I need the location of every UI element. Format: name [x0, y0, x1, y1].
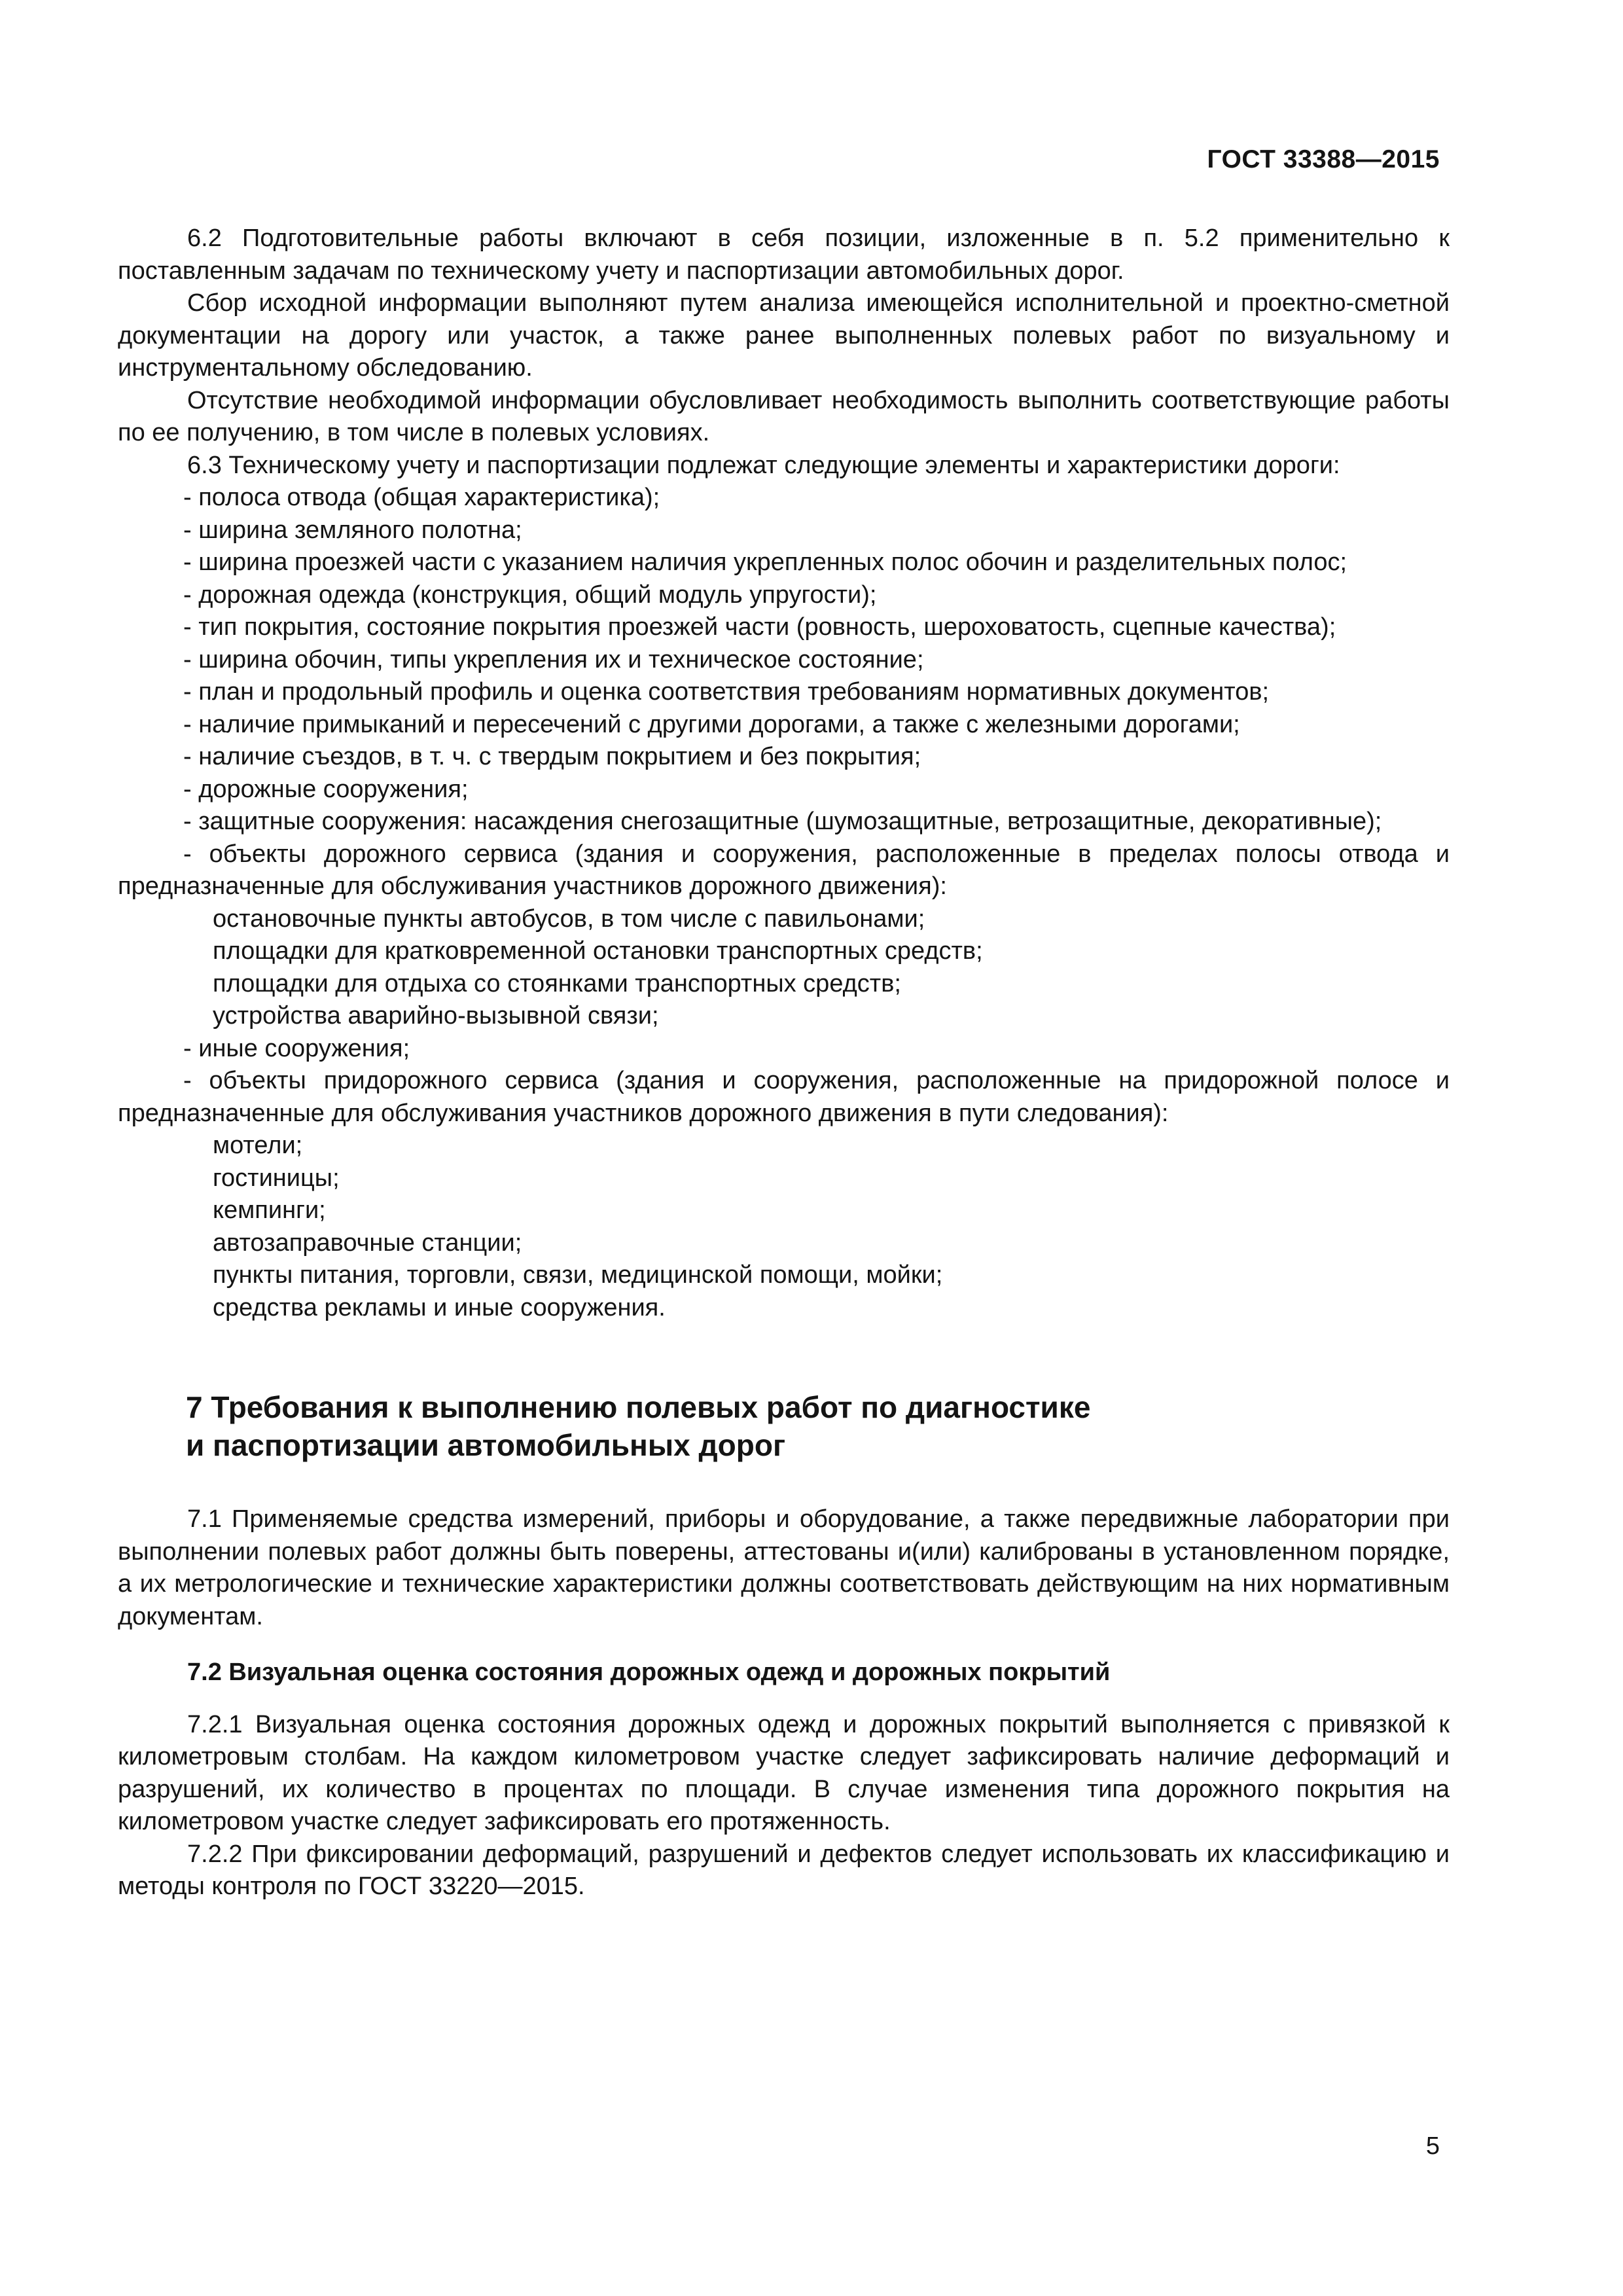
list-item: - дорожные сооружения; [183, 775, 469, 803]
list-item: - дорожная одежда (конструкция, общий модуль упругости); [183, 581, 877, 609]
list-item: - ширина проезжей части с указанием наличия укрепленных полос обочин и разделительных полос; [183, 548, 1347, 576]
sublist-item: средства рекламы и иные сооружения. [213, 1293, 666, 1321]
subsection-7-2-heading: 7.2 Визуальная оценка состояния дорожных одежд и дорожных покрытий [187, 1659, 1111, 1686]
sublist-item: кемпинги; [213, 1196, 326, 1224]
list-item: - объекты дорожного сервиса (здания и сооружения, расположенные в пределах полосы отвода и предназначенные для обслуживания участников дорожного движения): [118, 840, 1450, 900]
section-7-heading-line2: и паспортизации автомобильных дорог [186, 1428, 786, 1462]
list-item: - ширина земляного полотна; [183, 516, 522, 544]
paragraph-missing-info: Отсутствие необходимой информации обусловливает необходимость выполнить соответствующие работы по ее получению, в том числе в полевых условиях. [118, 386, 1450, 446]
document-id: ГОСТ 33388—2015 [1207, 145, 1440, 173]
paragraph-source-info: Сбор исходной информации выполняют путем анализа имеющейся исполнительной и проектно-сметной документации на дорогу или участок, а также ранее выполненных полевых работ по визуальному и инструментальному обследованию. [118, 289, 1450, 382]
list-item: - иные сооружения; [183, 1034, 410, 1062]
list-item: - ширина обочин, типы укрепления их и техническое состояние; [183, 645, 924, 673]
sublist-item: мотели; [213, 1132, 303, 1159]
paragraph-6-3: 6.3 Техническому учету и паспортизации подлежат следующие элементы и характеристики дороги: [187, 451, 1340, 479]
list-item: - полоса отвода (общая характеристика); [183, 484, 660, 511]
list-item: - план и продольный профиль и оценка соответствия требованиям нормативных документов; [183, 678, 1270, 706]
section-7-heading-line1: 7 Требования к выполнению полевых работ по диагностике [186, 1390, 1091, 1424]
sublist-item: площадки для отдыха со стоянками транспортных средств; [213, 969, 901, 997]
page-content [118, 223, 1450, 1903]
paragraph-7-2-1: 7.2.1 Визуальная оценка состояния дорожных одежд и дорожных покрытий выполняется с привязкой к километровым столбам. На каждом километровом участке следует зафиксировать наличие деформаций и разрушений, их количество в процентах по площади. В случае изменения типа дорожного покрытия на километровом участке следует зафиксировать его протяженность. [118, 1710, 1450, 1835]
list-item: - наличие примыканий и пересечений с другими дорогами, а также с железными дорогами; [183, 710, 1240, 738]
sublist-item: гостиницы; [213, 1164, 340, 1192]
list-item: - наличие съездов, в т. ч. с твердым покрытием и без покрытия; [183, 743, 921, 770]
paragraph-6-2: 6.2 Подготовительные работы включают в себя позиции, изложенные в п. 5.2 применительно к поставленным задачам по техническому учету и паспортизации автомобильных дорог. [118, 224, 1450, 285]
sublist-item: площадки для кратковременной остановки транспортных средств; [213, 937, 983, 965]
sublist-item: пункты питания, торговли, связи, медицинской помощи, мойки; [213, 1261, 943, 1289]
sublist-item: устройства аварийно-вызывной связи; [213, 1002, 659, 1030]
sublist-item: остановочные пункты автобусов, в том числе с павильонами; [213, 905, 925, 933]
section-7-heading [118, 1388, 1450, 1464]
sublist-item: автозаправочные станции; [213, 1229, 522, 1257]
paragraph-7-2-2: 7.2.2 При фиксировании деформаций, разрушений и дефектов следует использовать их классификацию и методы контроля по ГОСТ 33220—2015. [118, 1840, 1450, 1900]
list-item: - защитные сооружения: насаждения снегозащитные (шумозащитные, ветрозащитные, декоративные); [183, 808, 1382, 835]
paragraph-7-1: 7.1 Применяемые средства измерений, приборы и оборудование, а также передвижные лаборатории при выполнении полевых работ должны быть поверены, аттестованы и(или) калиброваны в установленном порядке, а их метрологические и технические характеристики должны соответствовать действующим на них нормативным документам. [118, 1505, 1450, 1630]
list-item: - объекты придорожного сервиса (здания и сооружения, расположенные на придорожной полосе и предназначенные для обслуживания участников дорожного движения в пути следования): [118, 1067, 1450, 1127]
page-number: 5 [1425, 2132, 1440, 2160]
list-item: - тип покрытия, состояние покрытия проезжей части (ровность, шероховатость, сцепные качества); [183, 613, 1336, 641]
